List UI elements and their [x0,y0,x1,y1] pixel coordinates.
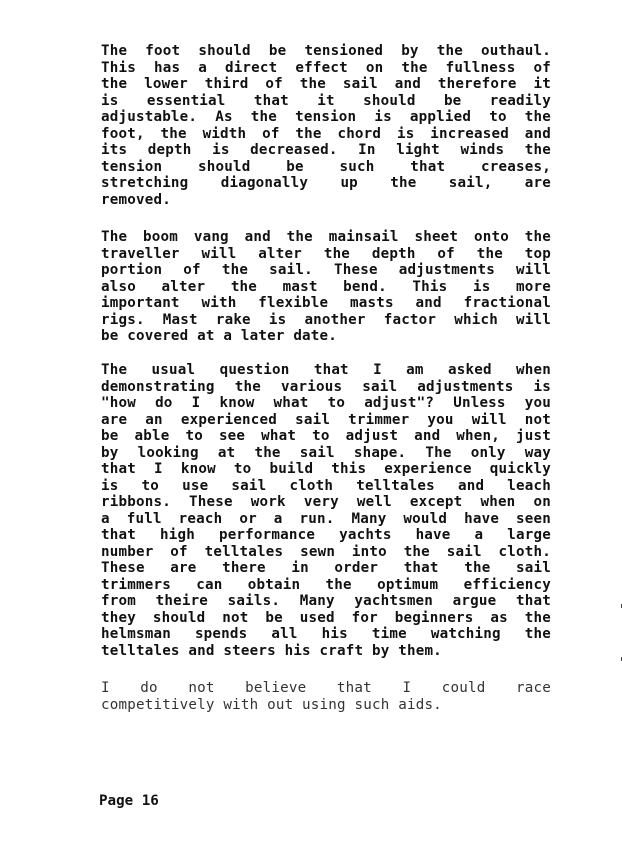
text-line: helmsman spends all his time watching the [101,626,551,642]
text-line: that high performance yachts have a large [101,527,551,543]
text-line: The usual question that I am asked when [101,362,551,378]
text-line: These are there in order that the sail [101,560,551,576]
text-line: rigs. Mast rake is another factor which will [101,311,551,328]
text-line: important with flexible masts and fractional [101,295,551,311]
text-line: The boom vang and the mainsail sheet onto the [101,229,551,245]
paragraph-racing-aids [101,680,551,713]
text-line: portion of the sail. These adjustments will [101,262,551,278]
text-line: is essential that it should be readily [101,92,551,109]
text-line: trimmers can obtain the optimum efficiency [101,576,551,593]
text-line: its depth is decreased. In light winds the [101,142,551,158]
text-line: number of telltales sewn into the sail cloth. [101,543,551,560]
page-number: Page 16 [99,793,159,809]
text-line: tension should be such that creases, [101,158,551,175]
text-line: also alter the mast bend. This is more [101,278,551,295]
text-line: stretching diagonally up the sail, are [101,175,551,191]
paragraph-telltales [101,362,551,659]
paragraph-boom-vang [101,229,551,345]
text-line: competitively with out using such aids. [101,696,442,713]
text-line: removed. [101,191,171,208]
text-line: are an experienced sail trimmer you will not [101,411,551,428]
text-line: foot, the width of the chord is increased and [101,125,551,142]
text-line: by looking at the sail shape. The only way [101,444,551,461]
text-line: telltales and steers his craft by them. [101,642,442,659]
text-line: I do not believe that I could race [101,680,551,696]
text-line: "how do I know what to adjust"? Unless you [101,395,551,411]
text-line: be able to see what to adjust and when, just [101,428,551,444]
text-line: from theire sails. Many yachtsmen argue that [101,593,551,609]
text-line: traveller will alter the depth of the top [101,245,551,262]
text-line: a full reach or a run. Many would have seen [101,510,551,527]
text-line: is to use sail cloth telltales and leach [101,477,551,494]
text-line: be covered at a later date. [101,328,338,344]
text-line: ribbons. These work very well except when on [101,494,551,510]
text-line: the lower third of the sail and therefore it [101,76,551,92]
paragraph-foot-tension [101,43,551,208]
text-line: demonstrating the various sail adjustments is [101,378,551,395]
text-line: The foot should be tensioned by the outhaul. [101,43,551,59]
text-line: adjustable. As the tension is applied to the [101,109,551,125]
text-line: that I know to build this experience quickly [101,461,551,477]
text-line: This has a direct effect on the fullness of [101,59,551,76]
text-line: they should not be used for beginners as the [101,609,551,626]
